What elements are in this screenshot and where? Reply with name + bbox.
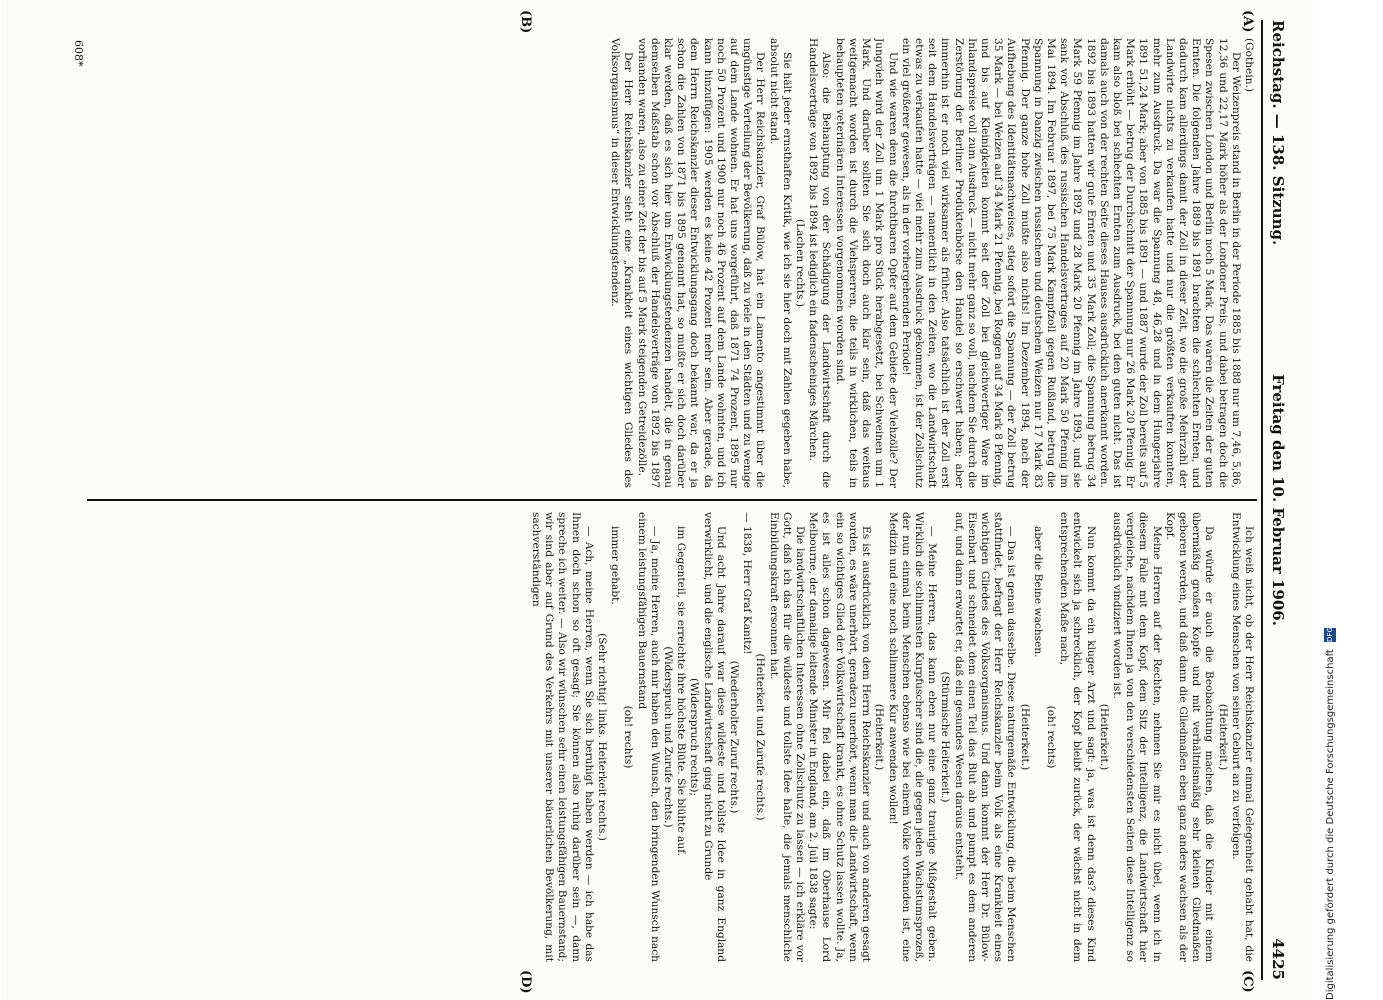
margin-marker-a: (A) — [1240, 10, 1255, 33]
interjection: (oh! rechts) — [1044, 705, 1057, 769]
paragraph: — Das ist genau dasselbe. Diese naturgemäße Entwicklung, die beim Menschen stattfindet, befragt der Herr Reichskanzler beim Volk als eine Krankheit eines wichtigen Gliedes des Volksorganismus. Und dann kommt der Herr Dr. Bülow-Eisenbart und schneidet dem einen Teil das Blut ab und pumpt es dem anderen auf, und dann erwartet er, daß ein gesundes Wesen daraus entsteht. — [952, 512, 1018, 962]
interjection: (Heiterkeit.) — [1216, 703, 1229, 771]
paragraph: aber die Beine wachsen. — [1031, 526, 1044, 658]
interjection: (Widerspruch rechts); — [688, 677, 701, 797]
column-divider — [87, 499, 1257, 501]
digitization-note — [1324, 0, 1344, 1000]
interjection: (Heiterkeit.) — [1018, 703, 1031, 771]
page-number: 4425 — [1269, 938, 1287, 980]
header-rule — [1261, 20, 1263, 980]
dfg-logo: DFG — [1326, 627, 1334, 642]
paragraph: Also: die Behauptung von der Schädigung der Landwirtschaft durch die Handelsverträge von 1892 bis 1894 ist lediglich ein fadenscheiniges Märchen. — [807, 38, 833, 488]
paragraph: im Gegenteil, sie erreichte ihre höchste Blüte. Sie blühte auf. — [675, 526, 688, 857]
interjection: (Widerspruch und Zurufe rechts.) — [662, 646, 675, 828]
digitization-note-text: Digitalisierung gefördert durch die Deutsche Forschungsgemeinschaft — [1325, 649, 1336, 1000]
interjection: (Heiterkeit.) — [1097, 703, 1110, 771]
paragraph: Es ist ausdrücklich von dem Herrn Reichskanzler und auch von anderen gesagt worden, es wäre unerhört, geradezu unerhört, wenn man die Landwirtschaft, wenn ein so wichtiges Glied der Volkswirtschaft krankt, es ohne Schutz lassen wollte. Ja, es ist alles schon dagewesen. Mir fiel dabei ein, daß im Oberhause Lord Melbourne, der damalige leitende Minister in England, am 2. Juli 1838 sagte: — [807, 512, 873, 962]
margin-marker-b: (B) — [518, 10, 533, 34]
paragraph: Da würde er auch die Beobachtung machen, daß die Kinder mit einem übermäßig großen Kopfe und mit verhältnismäßig sehr kleinen Gliedmaßen geboren werden, und daß dann die Gliedmaßen eben ganz anders wachsen als der Kopf. — [1163, 512, 1216, 962]
interjection: (Wiederholter Zuruf rechts.) — [728, 660, 741, 814]
paragraph: Meine Herren auf der Rechten, nehmen Sie mir es nicht übel, wenn ich in diesem Falle mit dem Kopf, dem Sitz der Intelligenz, die Landwirtschaft hier vergleiche, nachdem Ihnen ja von den verschiedensten Seiten diese Intelligenz so ausdrücklich vindiziert worden ist. — [1110, 512, 1163, 962]
interjection: (Stürmische Heiterkeit.) — [939, 671, 952, 803]
paragraph: Die landwirtschaftlichen Interessen ohne Zollschutz zu lassen — ich erkläre vor Gott, daß ich das für die wildeste und tollste Idee halte, die jemals menschliche Einbildungskraft ersonnen hat. — [767, 512, 807, 962]
speaker-label: — 1838, Herr Graf Kanitz! — [741, 512, 754, 655]
left-column — [95, 38, 1255, 488]
footer-page-code: 608* — [72, 40, 85, 67]
scanned-page — [1, 0, 1313, 1000]
paragraph: immer gehabt. — [609, 526, 622, 605]
paragraph: — Ja, meine Herren, auch mir haben den Wunsch, den bringenden Wunsch nach einem leistungsfähigen Bauernstand — [635, 512, 661, 962]
right-column — [95, 512, 1255, 962]
interjection: (Sehr richtig! links. Heiterkeit rechts.) — [596, 633, 609, 841]
header-left: Reichstag. — 138. Sitzung. — [1269, 20, 1287, 246]
paragraph: Nun kommt da ein kluger Arzt und sagt: ja, was ist denn das? dieses Kind entwickelt sich ja schrecklich, der Kopf bleibt zurück, der wächst nicht in dem entsprechenden Maße nach, — [1058, 512, 1097, 962]
interjection: (oh! rechts) — [622, 705, 635, 769]
margin-marker-c: (C) — [1240, 970, 1255, 993]
header-date: Freitag den 10. Februar 1906. — [1269, 374, 1287, 626]
paragraph: Und acht Jahre darauf war diese wildeste und tollste Idee in ganz England verwirklicht, und die englische Landwirtschaft ging nicht zu Grunde — [701, 512, 727, 962]
paragraph: Der Weizenpreis stand in Berlin in der Periode 1885 bis 1888 nur um 7,46, 5,86, 12,36 und 22,17 Mark höher als der Londoner Preis, und dabei betragen doch die Spesen zwischen London und Berlin noch 5 Mark. Das waren die Zeiten der guten Ernten. Die folgenden Jahre 1889 bis 1891 brachten die schlechten Ernten, und dadurch kam allerdings damit der Zoll in dieser Zeit, wo die große Mehrzahl der Landwirte nichts zu verkaufen hatte und nur die größten verkauften konnten, mehr zum Ausdruck. Da war die Spannung 48, 46,28 und in dem Hungerjahre 1891 51,24 Mark; aber von 1885 bis 1891 — und 1887 wurde der Zoll bereits auf 5 Mark erhöht — betrug der Durchschnitt der Spannung nur 26 Mark 20 Pfennig. Er kam also bloß bei schlechten Ernten zum Ausdruck, bei den guten nicht. Das ist damals auch von der rechten Seite dieses Hauses ausdrücklich anerkannt worden. 1892 bis 1893 hatten wir gute Ernten und 35 Mark Zoll; die Spannung betrug 34 Mark 59 Pfennig im Jahre 1892 und 28 Mark 20 Pfennig im Jahre 1893, und sie sank vor Abschluß des russischen Handelsvertrages auf 20 Mark 50 Pfennig im Mai 1894. Im Februar 1897, bei 75 Mark Kampfzoll gegen Rußland, betrug die Spannung in Danzig zwischen russischem und deutschem Weizen nur 17 Mark 83 Pfennig. Der ganze hohe Zoll mußte also nichts! Im Dezember 1894, nach der Aufhebung des Identitätsnachweises, stieg sofort die Spannung — der Zoll betrug 35 Mark — bei Weizen auf 34 Mark 21 Pfennig, bei Roggen auf 34 Mark 8 Pfennig, und bis auf Kleinigkeiten kommt seit der Zoll bei gleichwertiger Ware im Inlandspreise voll zum Ausdruck — nicht mehr ganz so voll, nachdem Sie durch die Zerstörung der Berliner Produktenbörse den Handel so erschwert haben; aber immerhin ist er noch viel wirksamer als früher. Also tatsächlich ist der Zoll erst seit dem Handelsverträgen — namentlich in den Zeiten, wo die Landwirtschaft etwas zu verkaufen hatte — viel mehr zum Ausdruck gekommen, ist der Zollschutz ein viel größerer gewesen, als in der vorhergehenden Periode! — [899, 38, 1242, 488]
paragraph: — Meine Herren, das kann eben nur eine ganz traurige Mißgestalt geben. Wirklich die schlimmsten Kurpfuscher sind die, die gegen jeden Wachstumsprozeß, der nun einmal beim Menschen ebenso wie bei einem Volke vorhanden ist, eine Medizin und eine noch schlimmere Kur anwenden wollen! — [886, 512, 939, 962]
paragraph: Der Herr Reichskanzler, Graf Bülow, hat ein Lamento angestimmt über die ungünstige Verteilung der Bevölkerung, daß zu viele in den Städten und zu wenige auf dem Lande wohnen. Er hat uns vorgeführt, daß 1871 74 Prozent, 1895 nur noch 50 Prozent und 1900 nur noch 46 Prozent auf dem Lande wohnten, und ich kann hinzufügen: 1905 werden es keine 42 Prozent mehr sein. Aber gerade, da dem Herrn Reichskanzler dieser Entwicklungsgang doch bekannt war, da er ja schon die Zahlen von 1871 bis 1895 genannt hat, so mußte er sich doch darüber klar werden, daß es sich hier um Entwicklungstendenzen handelt, die in genau demselben Maßstab schon vor Abschluß der Handelsverträge von 1892 bis 1897 vorhanden waren, also zu einer Zeit der bis auf 5 Mark steigenden Getreidezölle. — [635, 38, 767, 488]
paragraph: — Ach, meine Herren, wenn Sie sich beruhigt haben werden — ich habe das Ihnen doch schon so oft gesagt; Sie können also ruhig darüber sein —, dann spreche ich weiter. — Also wir wünschen sehr einen leistungsfähigen Bauernstand; wir sind aber auf Grund des Verkehrs mit unserer bäuerlichen Bevölkerung, mit sachverständigen — [530, 512, 595, 962]
speaker-label: (Gothein.) — [1243, 38, 1255, 93]
paragraph: Und wie waren denn die furchtbaren Opfer auf dem Gebiete der Viehzölle? Der Jungvieh wird der Zoll um 1 Mark pro Stück herabgesetzt, bei Schweinen um 1 Mark. Und darüber sollten Sie sich doch auch klar sein, daß das weitaus weitgemacht worden ist durch die Viehsperren, die teils in wirklichen, teils in behaupteten veterinären Interessen vorgenommen worden sind. — [833, 38, 899, 488]
interjection: (Heiterkeit und Zurufe rechts.) — [754, 653, 767, 821]
paragraph: Ich weiß nicht, ob der Herr Reichskanzler einmal Gelegenheit gehabt hat, die Entwicklung eines Menschen von seiner Geburt an zu verfolgen. — [1229, 512, 1255, 962]
paragraph: Sie hält jeder ernsthaften Kritik, wie ich sie hier doch mit Zahlen gegeben habe, absolut nicht stand. — [767, 38, 793, 488]
page-header — [1263, 20, 1291, 980]
margin-marker-d: (D) — [518, 970, 533, 994]
interjection: (Lachen rechts.) — [794, 219, 807, 307]
interjection: (Heiterkeit.) — [873, 703, 886, 771]
paragraph: Der Herr Reichskanzler sieht eine „Krankheit eines wichtigen Gliedes des Volksorganismus“ in dieser Entwicklungstendenz. — [609, 38, 635, 488]
